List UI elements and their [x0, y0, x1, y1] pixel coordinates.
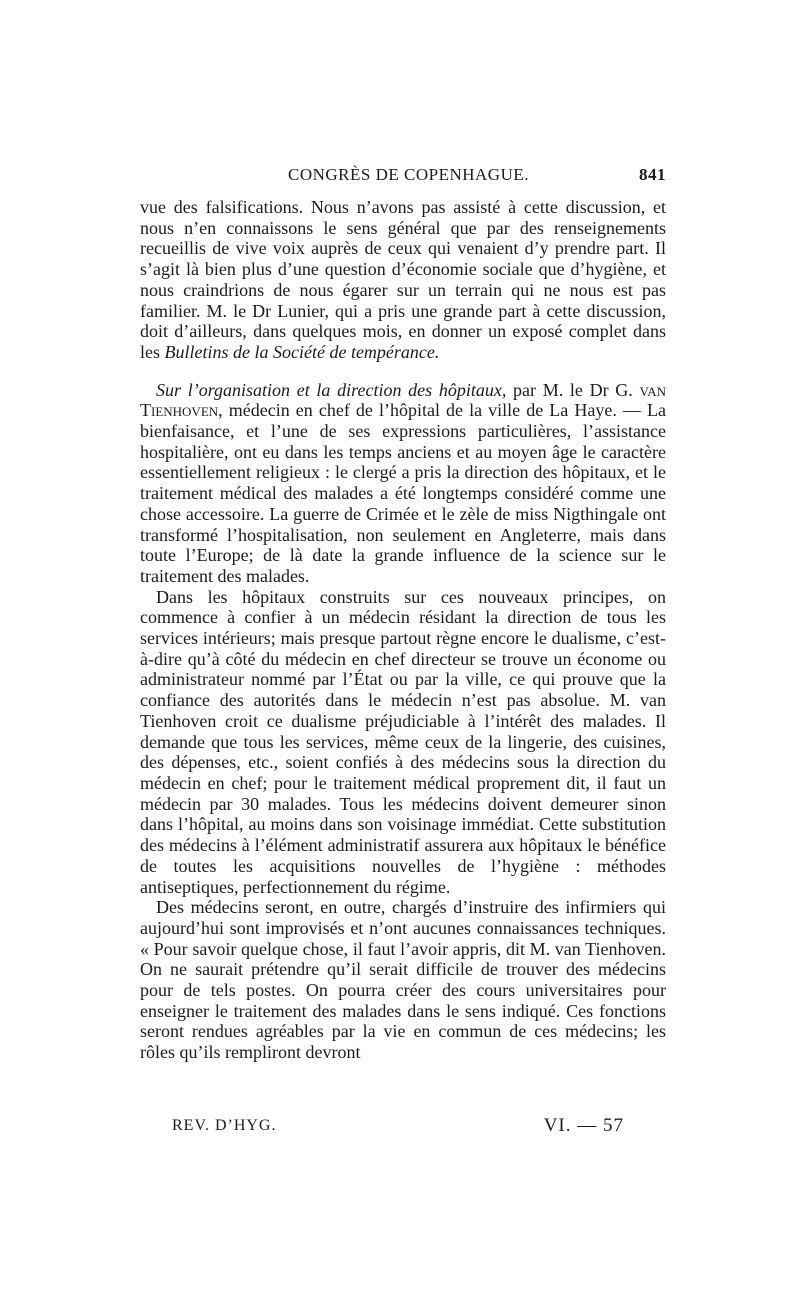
paragraph-3-text: Dans les hôpitaux construits sur ces nouveaux principes, on commence à confier à un médecin résidant la direction de tous les services intérieurs; mais presque partout règne encore le dualisme, c’est-à-dire qu’à côté du médecin en chef directeur se trouve un économe ou administrateur nommé par l’État ou par la ville, ce qui prouve que la confiance des autorités dans le médecin n’est pas absolue. M. van Tienhoven croit ce dualisme préjudiciable à l’intérêt des malades. Il demande que tous les services, même ceux de la lingerie, des cuisines, des dépenses, etc., soient confiés à des médecins sous la direction du médecin en chef; pour le traitement médical proprement dit, il faut un médecin par 30 malades. Tous les médecins doivent demeurer sinon dans l’hôpital, au moins dans son voisinage immédiat. Cette substitution des médecins à l’élément administratif assurera aux hôpitaux le bénéfice de toutes les acquisitions nouvelles de l’hygiène : méthodes antiseptiques, perfectionnement du régime. — [140, 586, 666, 897]
paragraph-2 — [140, 380, 666, 587]
page-footer — [172, 1117, 624, 1141]
paragraph-2-by: par M. le Dr G. — [506, 379, 640, 400]
page-number: 841 — [639, 165, 666, 184]
author-name: van Tienhoven, — [140, 379, 666, 421]
paragraph-4-text: Des médecins seront, en outre, chargés d’instruire des infirmiers qui aujourd’hui sont improvisés et n’ont aucunes connaissances techniques. « Pour savoir quelque chose, il faut l’avoir appris, dit M. van Tienhoven. On ne saurait prétendre qu’il serait difficile de trouver des médecins pour de tels postes. On pourra créer des cours universitaires pour enseigner le traitement des malades dans le sens indiqué. Ces fonctions seront rendues agréables par la vie en commun de ces médecins; les rôles qu’ils rempliront devront — [140, 897, 666, 1063]
body-text — [140, 197, 666, 1063]
signature-mark: VI. — 57 — [543, 1115, 624, 1136]
running-title: CONGRÈS DE COPENHAGUE. — [288, 165, 529, 184]
paragraph-1-text: vue des falsifications. Nous n’avons pas assisté à cette discussion, et nous n’en connaissons le sens général que par des renseignements recueillis de vive voix auprès de ceux qui venaient d’y prendre part. Il s’agit là bien plus d’une question d’économie sociale que d’hygiène, et nous craindrions de nous égarer sur un terrain qui ne nous est pas familier. M. le Dr Lunier, qui a pris une grande part à cette discussion, doit d’ailleurs, dans quelques mois, en donner un exposé complet dans les — [140, 197, 666, 362]
journal-title: Bulletins de la Société de tempérance. — [164, 341, 440, 362]
paragraph-4 — [140, 897, 666, 1063]
journal-abbreviation: REV. D’HYG. — [172, 1117, 277, 1134]
paragraph-3 — [140, 587, 666, 898]
section-title: Sur l’organisation et la direction des hôpitaux, — [156, 379, 507, 400]
running-header — [140, 165, 666, 191]
paragraph-1 — [140, 197, 666, 363]
paragraph-2-text: médecin en chef de l’hôpital de la ville de La Haye. — La bienfaisance, et l’une de ses expressions particulières, l’assistance hospitalière, ont eu dans les temps anciens et au moyen âge le caractère essentiellement religieux : le clergé a pris la direction des hôpitaux, et le traitement médical des malades a été longtemps considéré comme une chose accessoire. La guerre de Crimée et le zèle de miss Nigthingale ont transformé l’hospitalisation, non seulement en Angleterre, mais dans toute l’Europe; de là date la grande influence de la science sur le traitement des malades. — [140, 400, 666, 586]
